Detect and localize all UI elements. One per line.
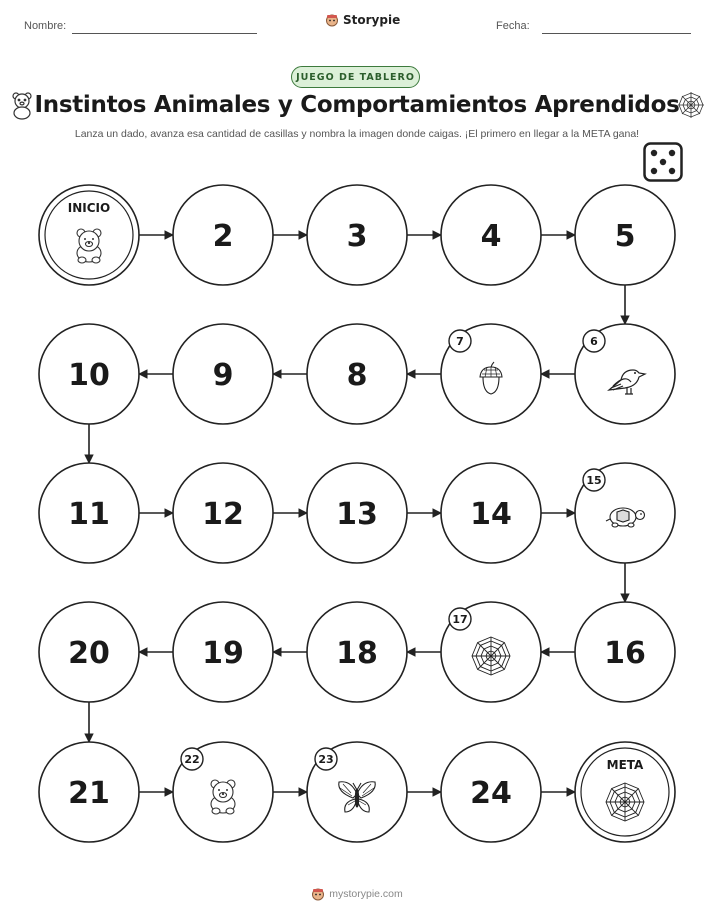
name-label: Nombre: xyxy=(24,20,67,32)
space-number: 22 xyxy=(184,753,200,766)
bear-icon xyxy=(77,229,101,263)
board-space-4[interactable] xyxy=(441,185,541,285)
board-space-12[interactable] xyxy=(173,463,273,563)
brand-name: Storypie xyxy=(343,13,401,27)
footer-site: mystorypie.com xyxy=(329,888,403,900)
board-space-3[interactable] xyxy=(307,185,407,285)
space-number: 21 xyxy=(68,776,110,811)
space-number: 24 xyxy=(470,776,512,811)
board-space-15[interactable] xyxy=(575,463,675,563)
space-number: 23 xyxy=(318,753,334,766)
spider-web-icon xyxy=(606,783,644,821)
board-space-16[interactable] xyxy=(575,602,675,702)
space-number: 16 xyxy=(604,636,646,671)
board-space-24[interactable] xyxy=(441,742,541,842)
space-number: 15 xyxy=(586,474,602,487)
space-number: 18 xyxy=(336,636,378,671)
board-space-18[interactable] xyxy=(307,602,407,702)
space-number: 13 xyxy=(336,497,378,532)
space-number: 14 xyxy=(470,497,512,532)
board-space-7[interactable] xyxy=(441,324,541,424)
space-number: 5 xyxy=(614,219,636,254)
board-space-17[interactable] xyxy=(441,602,541,702)
board-space-19[interactable] xyxy=(173,602,273,702)
board-space-23[interactable] xyxy=(307,742,407,842)
space-number: 3 xyxy=(346,219,368,254)
instructions: Lanza un dado, avanza esa cantidad de casillas y nombra la imagen donde caigas. ¡El primero en llegar a la META gana! xyxy=(74,128,640,140)
board-space-14[interactable] xyxy=(441,463,541,563)
board-space-9[interactable] xyxy=(173,324,273,424)
board-space-25[interactable] xyxy=(575,742,675,842)
space-number: 19 xyxy=(202,636,244,671)
page-title: Instintos Animales y Comportamientos Aprendidos xyxy=(34,92,680,118)
board-space-6[interactable] xyxy=(575,324,675,424)
spider-web-icon xyxy=(472,637,510,675)
board-space-10[interactable] xyxy=(39,324,139,424)
board-space-13[interactable] xyxy=(307,463,407,563)
space-number: 10 xyxy=(68,358,110,393)
space-number: 12 xyxy=(202,497,244,532)
space-number: 11 xyxy=(68,497,110,532)
space-number: 17 xyxy=(452,613,468,626)
space-number: 7 xyxy=(456,335,464,348)
space-number: 9 xyxy=(212,358,234,393)
board-space-20[interactable] xyxy=(39,602,139,702)
start-label: INICIO xyxy=(67,201,111,215)
space-number: 4 xyxy=(480,219,502,254)
category-badge: JUEGO DE TABLERO xyxy=(291,66,420,88)
board-spaces xyxy=(39,185,675,842)
storypie-mascot-icon xyxy=(311,887,325,901)
board-space-5[interactable] xyxy=(575,185,675,285)
space-number: 6 xyxy=(590,335,598,348)
date-label: Fecha: xyxy=(496,20,530,32)
board-space-22[interactable] xyxy=(173,742,273,842)
space-number: 8 xyxy=(346,358,368,393)
board-space-21[interactable] xyxy=(39,742,139,842)
footer xyxy=(0,887,714,901)
board-space-1[interactable] xyxy=(39,185,139,285)
board-space-11[interactable] xyxy=(39,463,139,563)
board-space-2[interactable] xyxy=(173,185,273,285)
bear-icon xyxy=(211,780,235,814)
finish-label: META xyxy=(606,758,644,772)
board-space-8[interactable] xyxy=(307,324,407,424)
space-number: 2 xyxy=(212,219,234,254)
space-number: 20 xyxy=(68,636,110,671)
